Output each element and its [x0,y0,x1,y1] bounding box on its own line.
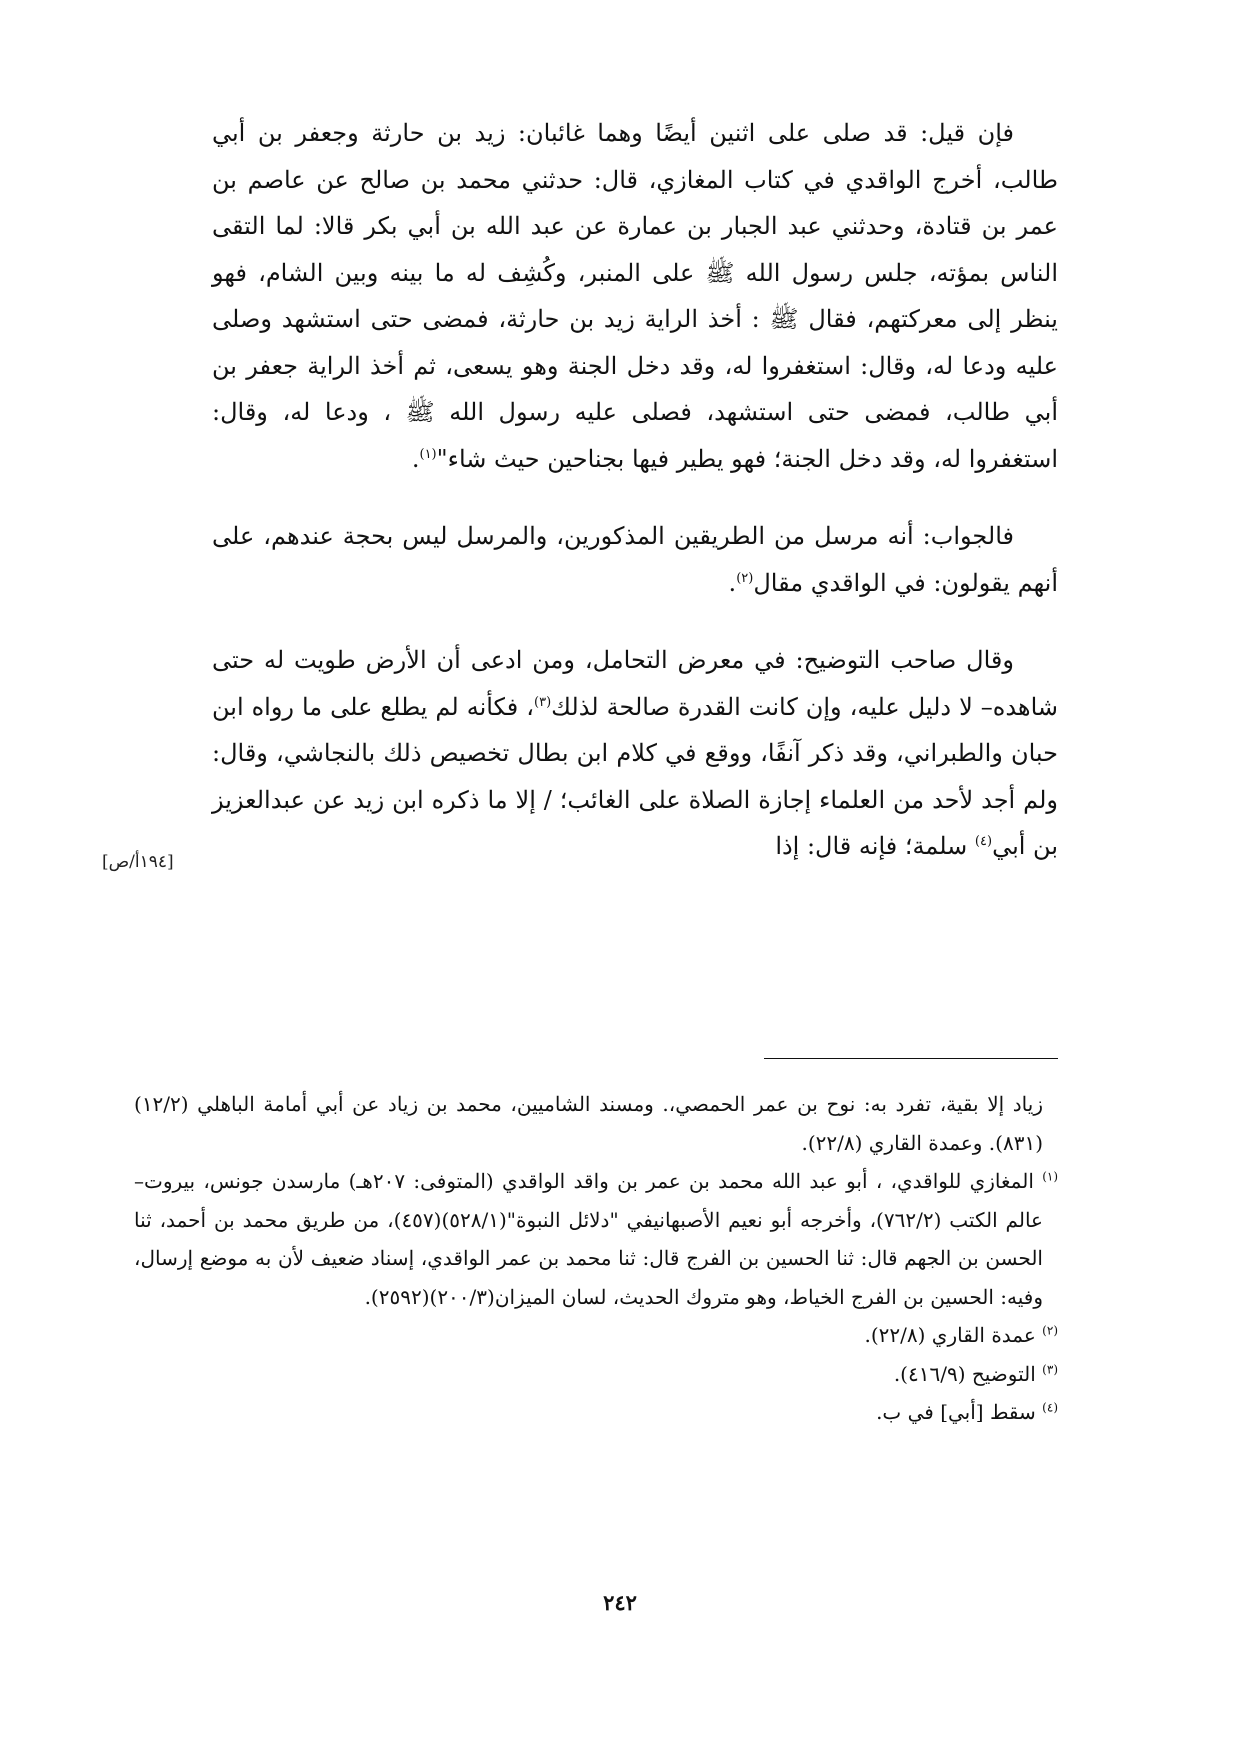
footnote-3-marker: (٣) [1042,1361,1058,1376]
footnote-4-marker: (٤) [1042,1400,1058,1415]
main-text [212,110,1058,870]
footnote-3-text: التوضيح (٤١٦/٩). [893,1361,1036,1386]
paragraph-3-text-c: سلمة؛ فإنه قال: إذا [775,832,975,860]
paragraph-2-text: فالجواب: أنه مرسل من الطريقين المذكورين، والمرسل ليس بحجة عندهم، على أنهم يقولون: في الواقدي مقال [212,522,1058,597]
footnote-1-text: المغازي للواقدي، ، أبو عبد الله محمد بن عمر بن واقد الواقدي (المتوفى: ٢٠٧هـ) مارسدن جونس، بيروت– عالم الكتب (٧٦٢/٢)، وأخرجه أبو نعيم الأصبهانيفي "دلائل النبوة"(٥٢٨/١)(٤٥٧)، من طريق محمد بن أحمد، ثنا الحسن بن الجهم قال: ثنا الحسين بن الفرج قال: ثنا محمد بن عمر الواقدي، إسناد ضعيف لأن به موضع إرسال، وفيه: الحسين بن الفرج الخياط، وهو متروك الحديث، لسان الميزان(٢٠٠/٣)(٢٥٩٢). [134,1169,1043,1309]
footnote-1 [134,1162,1058,1316]
paragraph-2 [212,513,1058,606]
footnote-2-text: عمدة القاري (٢٢/٨). [864,1323,1036,1347]
footnote-ref-2[interactable]: (٢) [736,570,754,586]
paragraph-1-text: فإن قيل: قد صلى على اثنين أيضًا وهما غائبان: زيد بن حارثة وجعفر بن أبي طالب، أخرج الواقدي في كتاب المغازي، قال: حدثني محمد بن صالح عن عاصم بن عمر بن قتادة، وحدثني عبد الجبار بن عمارة عن عبد الله بن أبي بكر قالا: لما التقى الناس بمؤته، جلس رسول الله ﷺ على المنبر، وكُشِف له ما بينه وبين الشام، فهو ينظر إلى معركتهم، فقال ﷺ : أخذ الراية زيد بن حارثة، فمضى حتى استشهد وصلى عليه ودعا له، وقال: استغفروا له، وقد دخل الجنة وهو يسعى، ثم أخذ الراية جعفر بن أبي طالب، فمضى حتى استشهد، فصلى عليه رسول الله ﷺ ، ودعا له، وقال: استغفروا له، وقد دخل الجنة؛ فهو يطير فيها بجناحين حيث شاء" [212,119,1058,473]
footnote-2-marker: (٢) [1042,1323,1058,1338]
paragraph-1-tail: . [411,444,420,473]
paragraph-2-tail: . [728,568,737,597]
footnote-3 [134,1355,1058,1394]
paragraph-3-text-a: وقال صاحب التوضيح: في معرض التحامل، ومن ادعى أن الأرض طويت له حتى شاهده– لا دليل عليه، وإن كانت القدرة صالحة لذلك [212,646,1058,721]
footnote-ref-1[interactable]: (١) [419,446,437,462]
footnote-continued: زياد إلا بقية، تفرد به: نوح بن عمر الحمصي،. ومسند الشاميين، محمد بن زياد عن أبي أمامة الباهلي (١٢/٢) (٨٣١). وعمدة القاري (٢٢/٨). [134,1092,1043,1155]
footnote-ref-3[interactable]: (٣) [534,694,552,710]
page-number: ٢٤٢ [603,1590,637,1615]
footnote-separator [764,1058,1058,1059]
footnote-4 [134,1393,1058,1432]
footnotes [134,1085,1058,1432]
paragraph-3-text-b: ، فكأنه لم يطلع على ما رواه ابن حبان والطبراني، وقد ذكر آنفًا، ووقع في كلام ابن بطال تخصيص ذلك بالنجاشي، وقال: ولم أجد لأحد من العلماء إجازة الصلاة على الغائب؛ / إلا ما ذكره ابن زيد عن عبدالعزيز بن أبي [212,692,1058,860]
footnote-2 [134,1316,1058,1355]
paragraph-3 [212,637,1058,870]
footnote-1-marker: (١) [1042,1169,1059,1184]
footnote-4-text: سقط [أبي] في ب. [876,1400,1036,1424]
manuscript-folio-marker: [١٩٤أ/ص] [102,852,174,872]
footnote-ref-4[interactable]: (٤) [974,834,993,849]
paragraph-1 [212,110,1058,482]
